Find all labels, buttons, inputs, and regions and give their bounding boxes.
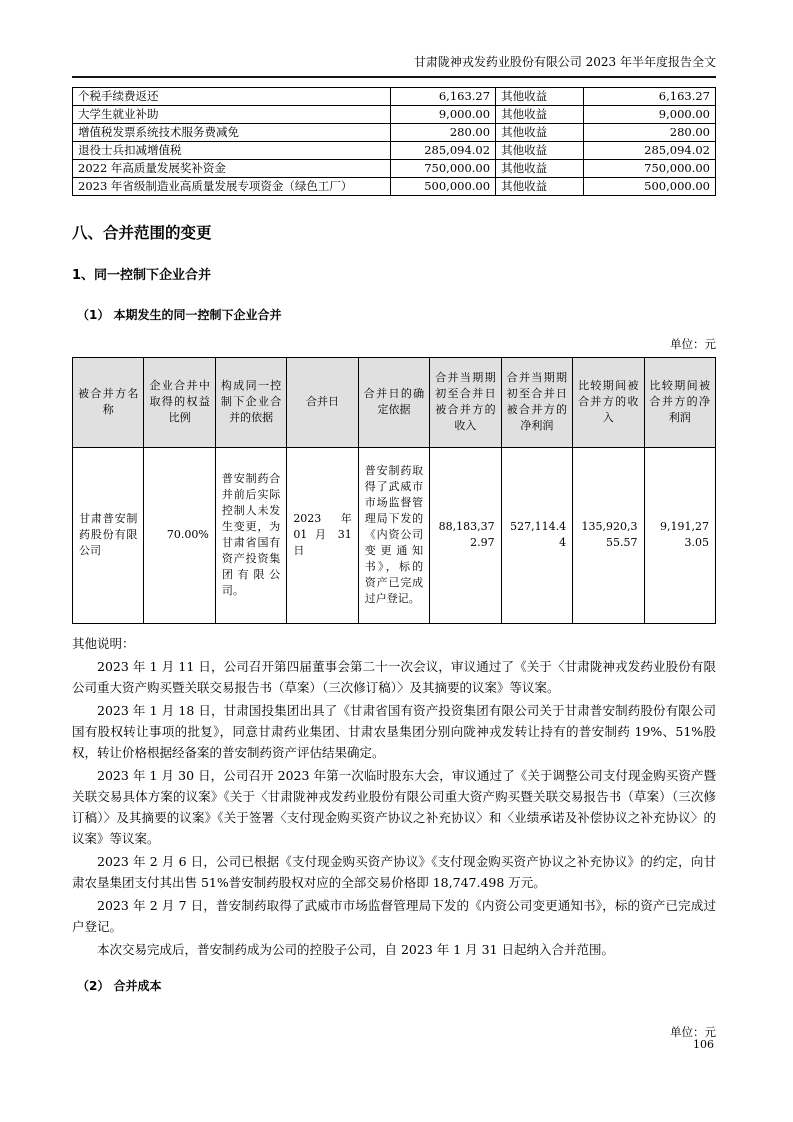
subsidy-item: 大学生就业补助 — [73, 105, 391, 123]
subsidy-category: 其他收益 — [496, 159, 584, 177]
page-number: 106 — [693, 1038, 714, 1051]
note-paragraph-4: 2023 年 2 月 6 日，公司已根据《支付现金购买资产协议》《支付现金购买资产协议之补充协议》的约定，向甘肃农垦集团支付其出售 51%普安制药股权对应的全部交易价格即 18,747.498 万元。 — [72, 853, 716, 890]
note-paragraph-2: 2023 年 1 月 18 日，甘肃国投集团出具了《甘肃省国有资产投资集团有限公司关于甘肃普安制药股份有限公司国有股权转让事项的批复》，同意甘肃药业集团、甘肃农垦集团分别向陇神戎发转让持有的普安制药 19%、51%股权，转让价格根据经备案的普安制药资产评估结果确定。 — [72, 702, 716, 760]
running-header-title: 甘肃陇神戎发药业股份有限公司 2023 年半年度报告全文 — [72, 54, 716, 78]
subsidy-item: 增值税发票系统技术服务费减免 — [73, 123, 391, 141]
subsidy-amount-2: 750,000.00 — [584, 159, 716, 177]
unit-label-yuan: 单位：元 — [670, 336, 716, 351]
merger-basis: 普安制药合并前后实际控制人未发生变更，为甘肃省国有资产投资集团有限公司。 — [215, 447, 286, 623]
col-header-prior-period-net-profit: 比较期间被合并方的净利润 — [644, 357, 716, 447]
subsidy-item: 2023 年省级制造业高质量发展专项资金（绿色工厂） — [73, 177, 391, 195]
subsidy-amount: 500,000.00 — [391, 177, 496, 195]
subsidy-category: 其他收益 — [496, 87, 584, 105]
prior-period-revenue: 135,920,355.57 — [573, 447, 644, 623]
subsidy-amount-2: 500,000.00 — [584, 177, 716, 195]
subsidy-category: 其他收益 — [496, 177, 584, 195]
revenue-to-merge-date: 88,183,372.97 — [430, 447, 501, 623]
subsidy-item: 个税手续费返还 — [73, 87, 391, 105]
subsidy-amount-2: 9,000.00 — [584, 105, 716, 123]
subsidy-category: 其他收益 — [496, 105, 584, 123]
table-row — [73, 141, 716, 159]
subsidy-table — [72, 87, 716, 196]
date-determination-basis: 普安制药取得了武威市市场监督管理局下发的《内资公司变更通知书》，标的资产已完成过户登记。 — [358, 447, 429, 623]
subsidy-amount: 9,000.00 — [391, 105, 496, 123]
merge-date: 2023 年 01 月 31 日 — [287, 447, 358, 623]
col-header-merge-date: 合并日 — [287, 357, 358, 447]
subsidy-amount: 280.00 — [391, 123, 496, 141]
note-paragraph-1: 2023 年 1 月 11 日，公司召开第四届董事会第二十一次会议，审议通过了《关于〈甘肃陇神戎发药业股份有限公司重大资产购买暨关联交易报告书（草案）（三次修订稿）〉及其摘要的议案》等议案。 — [72, 658, 716, 695]
subsubsection-heading-merger-cost: （2） 合并成本 — [77, 978, 162, 993]
col-header-merged-party-name: 被合并方名称 — [73, 357, 144, 447]
table-row — [73, 87, 716, 105]
subsection-heading-common-control-merger: 1、同一控制下企业合并 — [72, 267, 212, 283]
col-header-date-determination-basis: 合并日的确定依据 — [358, 357, 429, 447]
prior-period-net-profit: 9,191,273.05 — [644, 447, 716, 623]
table-row — [73, 159, 716, 177]
subsidy-item: 2022 年高质量发展奖补资金 — [73, 159, 391, 177]
subsidy-amount-2: 285,094.02 — [584, 141, 716, 159]
other-notes-label: 其他说明： — [72, 635, 135, 651]
col-header-equity-ratio: 企业合并中取得的权益比例 — [144, 357, 215, 447]
note-paragraph-5: 2023 年 2 月 7 日，普安制药取得了武威市市场监督管理局下发的《内资公司变更通知书》，标的资产已完成过户登记。 — [72, 897, 716, 934]
unit-label-yuan-2: 单位：元 — [670, 1024, 716, 1039]
subsubsection-heading-current-period-merger: （1） 本期发生的同一控制下企业合并 — [77, 307, 282, 322]
col-header-prior-period-revenue: 比较期间被合并方的收入 — [573, 357, 644, 447]
table-row — [73, 177, 716, 195]
subsidy-amount-2: 6,163.27 — [584, 87, 716, 105]
subsidy-amount-2: 280.00 — [584, 123, 716, 141]
section-heading-merge-scope-change: 八、合并范围的变更 — [72, 223, 212, 242]
subsidy-item: 退役士兵扣减增值税 — [73, 141, 391, 159]
table-row — [73, 105, 716, 123]
col-header-revenue-to-merge-date: 合并当期期初至合并日被合并方的收入 — [430, 357, 501, 447]
subsidy-category: 其他收益 — [496, 123, 584, 141]
subsidy-amount: 750,000.00 — [391, 159, 496, 177]
col-header-net-profit-to-merge-date: 合并当期期初至合并日被合并方的净利润 — [501, 357, 572, 447]
subsidy-category: 其他收益 — [496, 141, 584, 159]
equity-ratio: 70.00% — [144, 447, 215, 623]
table-row — [73, 123, 716, 141]
net-profit-to-merge-date: 527,114.44 — [501, 447, 572, 623]
col-header-merger-basis: 构成同一控制下企业合并的依据 — [215, 357, 286, 447]
note-paragraph-6: 本次交易完成后，普安制药成为公司的控股子公司，自 2023 年 1 月 31 日起纳入合并范围。 — [97, 941, 615, 957]
table-row — [73, 447, 716, 623]
note-paragraph-3: 2023 年 1 月 30 日，公司召开 2023 年第一次临时股东大会，审议通过了《关于调整公司支付现金购买资产暨关联交易具体方案的议案》《关于〈甘肃陇神戎发药业股份有限公司重大资产购买暨关联交易报告书（草案）（三次修订稿）〉及其摘要的议案》《关于签署〈支付现金购买资产协议之补充协议〉和〈业绩承诺及补偿协议之补充协议〉的议案》等议案。 — [72, 767, 716, 846]
subsidy-amount: 285,094.02 — [391, 141, 496, 159]
table-header-row — [73, 357, 716, 447]
merged-party-name: 甘肃普安制药股份有限公司 — [73, 447, 144, 623]
subsidy-amount: 6,163.27 — [391, 87, 496, 105]
merger-detail-table — [72, 357, 716, 624]
